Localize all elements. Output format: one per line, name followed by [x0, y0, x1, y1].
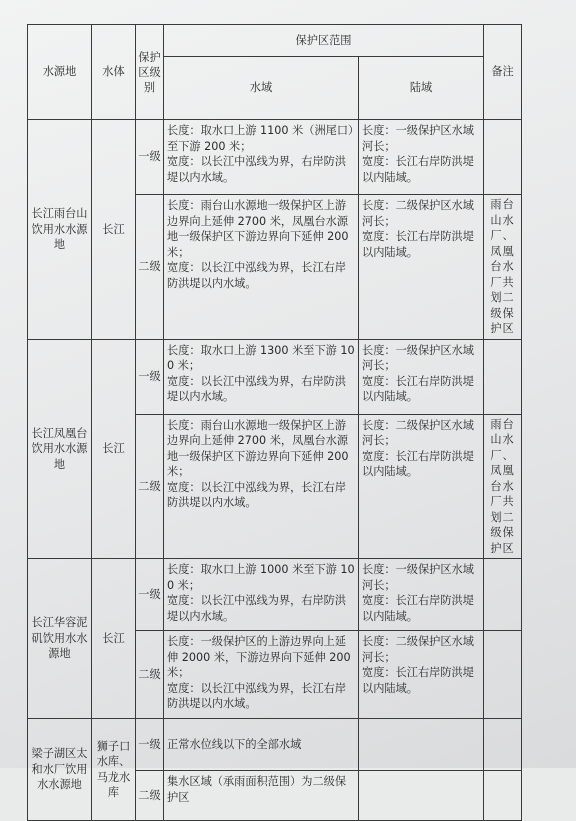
header-scope: 保护区范围	[164, 25, 484, 57]
water-length: 长度：取水口上游 1100 米（洲尾口）至下游 200 米；	[167, 124, 354, 153]
land-length: 长度：一级保护区水域河长；	[362, 124, 474, 153]
table-row	[28, 339, 522, 414]
level-label: 二级	[136, 195, 164, 340]
water-width: 宽度：以长江中泓线为界，长江右岸防洪堤以内水域。	[167, 261, 347, 290]
land-area-text	[359, 631, 484, 719]
water-body: 长江	[92, 339, 136, 559]
source-name: 长江雨台山饮用水水源地	[28, 120, 92, 340]
land-length: 长度：一级保护区水域河长；	[362, 343, 474, 372]
water-area-text	[164, 631, 359, 719]
source-name: 长江凤凰台饮用水水源地	[28, 339, 92, 559]
water-length: 长度：雨台山水源地一级保护区上游边界向上延伸 2700 米，凤凰台水源地一级保护区下游边界向下延伸 200 米；	[167, 418, 349, 478]
land-width: 宽度：长江右岸防洪堤以内陆域。	[362, 374, 474, 403]
land-width: 宽度：长江右岸防洪堤以内陆域。	[362, 155, 474, 184]
water-width: 宽度：以长江中泓线为界，右岸防洪堤以内水域。	[167, 155, 347, 184]
remark: 雨台山水厂、凤凰台水厂共划二级保护区	[484, 195, 522, 340]
table-row	[28, 559, 522, 631]
water-length: 长度：雨台山水源地一级保护区上游边界向上延伸 2700 米，凤凰台水源地一级保护区下游边界向下延伸 200 米；	[167, 199, 349, 259]
water-area-text	[164, 339, 359, 414]
water-body: 狮子口水库、马龙水库	[92, 719, 136, 821]
land-area-text	[359, 559, 484, 631]
header-level: 保护区级别	[136, 25, 164, 120]
land-length: 长度：二级保护区水域河长；	[362, 199, 474, 228]
water-area-text	[164, 719, 359, 771]
land-area-text	[359, 120, 484, 195]
land-area-text	[359, 771, 484, 821]
land-width: 宽度：长江右岸防洪堤以内陆域。	[362, 666, 474, 695]
water-width: 宽度：以长江中泓线为界，右岸防洪堤以内水域。	[167, 374, 347, 403]
land-width: 宽度：长江右岸防洪堤以内陆域。	[362, 230, 474, 259]
land-area-text	[359, 195, 484, 340]
source-name: 梁子湖区太和水厂饮用水水源地	[28, 719, 92, 821]
water-length: 长度：取水口上游 1000 米至下游 100 米；	[167, 563, 355, 592]
level-label: 一级	[136, 559, 164, 631]
level-label: 一级	[136, 719, 164, 771]
water-width: 宽度：以长江中泓线为界，右岸防洪堤以内水域。	[167, 594, 347, 623]
header-remark: 备注	[484, 25, 522, 120]
water-body: 长江	[92, 559, 136, 719]
land-width: 宽度：长江右岸防洪堤以内陆域。	[362, 594, 474, 623]
water-scope: 正常水位线以下的全部水域	[167, 738, 302, 752]
header-water-body: 水体	[92, 25, 136, 120]
level-label: 一级	[136, 120, 164, 195]
water-scope: 集水区域（承雨面积范围）为二级保护区	[167, 775, 347, 804]
water-area-text	[164, 120, 359, 195]
land-width: 宽度：长江右岸防洪堤以内陆域。	[362, 449, 474, 478]
header-water-area: 水域	[164, 56, 359, 119]
header-land-area: 陆域	[359, 56, 484, 119]
land-area-text	[359, 339, 484, 414]
source-name: 长江华容泥矶饮用水水源地	[28, 559, 92, 719]
water-length: 长度：取水口上游 1300 米至下游 100 米；	[167, 343, 355, 372]
water-area-text	[164, 195, 359, 340]
land-length: 长度：二级保护区水域河长；	[362, 418, 474, 447]
land-length: 长度：一级保护区水域河长；	[362, 563, 474, 592]
land-length: 长度：二级保护区水域河长；	[362, 635, 474, 664]
table-row	[28, 120, 522, 195]
water-area-text	[164, 559, 359, 631]
table-row	[28, 719, 522, 771]
water-length: 长度：一级保护区的上游边界向上延伸 2000 米，下游边界向下延伸 200 米；	[167, 635, 351, 679]
remark	[484, 120, 522, 195]
water-width: 宽度：以长江中泓线为界，长江右岸防洪堤以内水域。	[167, 681, 347, 710]
protection-zone-table	[27, 24, 522, 821]
remark	[484, 631, 522, 719]
remark: 雨台山水厂、凤凰台水厂共划二级保护区	[484, 414, 522, 559]
header-source: 水源地	[28, 25, 92, 120]
remark	[484, 719, 522, 771]
water-body: 长江	[92, 120, 136, 340]
remark	[484, 771, 522, 821]
level-label: 一级	[136, 339, 164, 414]
level-label: 二级	[136, 771, 164, 821]
land-area-text	[359, 719, 484, 771]
water-area-text	[164, 771, 359, 821]
land-area-text	[359, 414, 484, 559]
level-label: 二级	[136, 414, 164, 559]
remark	[484, 339, 522, 414]
water-width: 宽度：以长江中泓线为界，长江右岸防洪堤以内水域。	[167, 480, 347, 509]
water-area-text	[164, 414, 359, 559]
remark	[484, 559, 522, 631]
level-label: 二级	[136, 631, 164, 719]
